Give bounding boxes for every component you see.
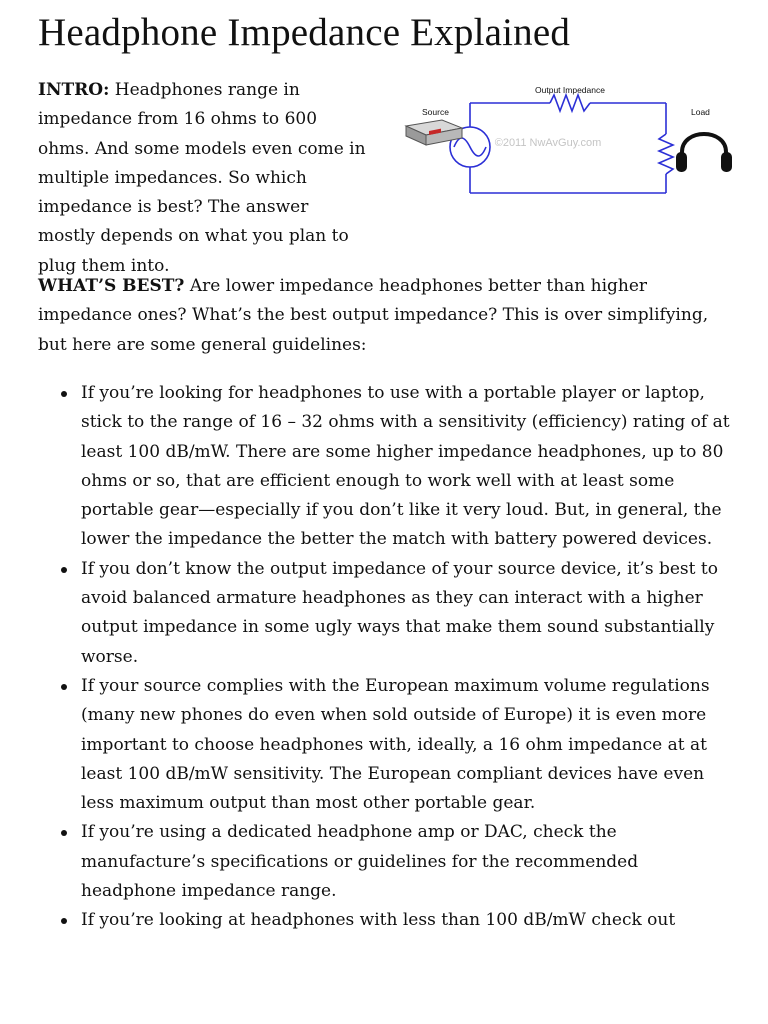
- audio-device-icon: [406, 120, 462, 145]
- whats-best-label: WHAT’S BEST?: [38, 276, 185, 296]
- whats-best-text: Are lower impedance headphones better than higher impedance ones? What’s the best output impedance? This is over simplifying, but here are some general guidelines:: [38, 276, 709, 355]
- output-impedance-diagram: [398, 82, 738, 212]
- watermark: ©2011 NwAvGuy.com: [494, 137, 602, 149]
- list-item: If you’re looking for headphones to use with a portable player or laptop, stick to the range of 16 – 32 ohms with a sensitivity (efficiency) rating of at least 100 dB/mW. There are some higher impedance headphones, up to 80 ohms or so, that are efficient enough to work well with at least some portable gear—especially if you don’t like it very loud. But, in general, the lower the impedance the better the match with battery powered devices.: [38, 379, 738, 555]
- output-impedance-label: Output Impedance: [535, 85, 605, 95]
- list-item: If you’re using a dedicated headphone amp or DAC, check the manufacture’s specifications or guidelines for the recommended headphone impedance range.: [38, 818, 738, 906]
- source-label: Source: [422, 107, 449, 117]
- load-label: Load: [691, 107, 710, 117]
- list-item: If you don’t know the output impedance of your source device, it’s best to avoid balanced armature headphones as they can interact with a higher output impedance in some ugly ways that make them sound substantially worse.: [38, 555, 738, 672]
- intro-label: INTRO:: [38, 80, 110, 100]
- page-title: Headphone Impedance Explained: [38, 11, 571, 54]
- list-item: If you’re looking at headphones with less than 100 dB/mW check out: [38, 906, 738, 935]
- intro-text: Headphones range in impedance from 16 ohms to 600 ohms. And some models even come in multiple impedances. So which impedance is best? The answer mostly depends on what you plan to plug them into.: [38, 80, 366, 276]
- guidelines-list: [38, 379, 738, 936]
- headphones-icon: [676, 134, 732, 172]
- whats-best-paragraph: [38, 272, 738, 360]
- list-item: If your source complies with the European maximum volume regulations (many new phones do even when sold outside of Europe) it is even more important to choose headphones with, ideally, a 16 ohm impedance at at least 100 dB/mW sensitivity. The European compliant devices have even less maximum output than most other portable gear.: [38, 672, 738, 818]
